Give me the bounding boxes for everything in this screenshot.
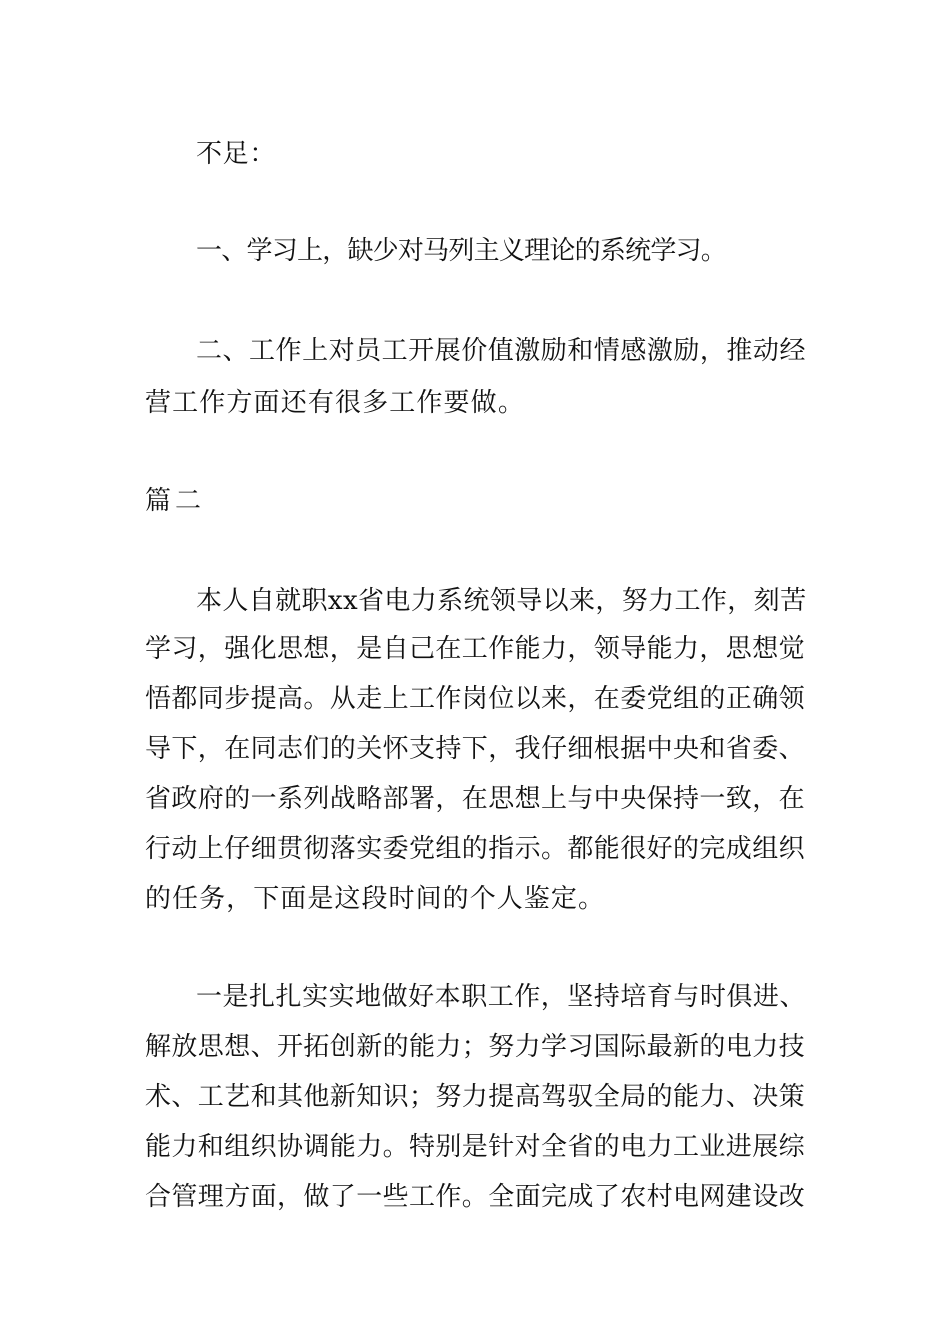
text-line: 二、工作上对员工开展价值激励和情感激励，推动经 xyxy=(196,336,806,366)
text-line: 的任务，下面是这段时间的个人鉴定。 xyxy=(145,884,606,914)
text-line: 省政府的一系列战略部署，在思想上与中央保持一致，在 xyxy=(145,784,806,814)
text-line: 营工作方面还有很多工作要做。 xyxy=(145,388,525,418)
section-heading: 篇二 xyxy=(145,486,206,516)
text-line: 学习，强化思想，是自己在工作能力，领导能力，思想觉 xyxy=(145,634,806,664)
text-line: 一是扎扎实实地做好本职工作，坚持培育与时俱进、 xyxy=(196,982,806,1012)
text-line: 悟都同步提高。从走上工作岗位以来，在委党组的正确领 xyxy=(145,684,806,714)
text-line: 本人自就职xx省电力系统领导以来，努力工作，刻苦 xyxy=(196,586,807,616)
text-line: 术、工艺和其他新知识；努力提高驾驭全局的能力、决策 xyxy=(145,1082,806,1112)
text-line: 导下，在同志们的关怀支持下，我仔细根据中央和省委、 xyxy=(145,734,806,764)
text-line: 不足： xyxy=(196,139,277,169)
text-line: 解放思想、开拓创新的能力；努力学习国际最新的电力技 xyxy=(145,1032,806,1062)
text-line: 行动上仔细贯彻落实委党组的指示。都能很好的完成组织 xyxy=(145,834,806,864)
text-line: 能力和组织协调能力。特别是针对全省的电力工业进展综 xyxy=(145,1132,806,1162)
text-line: 合管理方面，做了一些工作。全面完成了农村电网建设改 xyxy=(145,1182,806,1212)
text-line: 一、学习上，缺少对马列主义理论的系统学习。 xyxy=(196,236,727,266)
